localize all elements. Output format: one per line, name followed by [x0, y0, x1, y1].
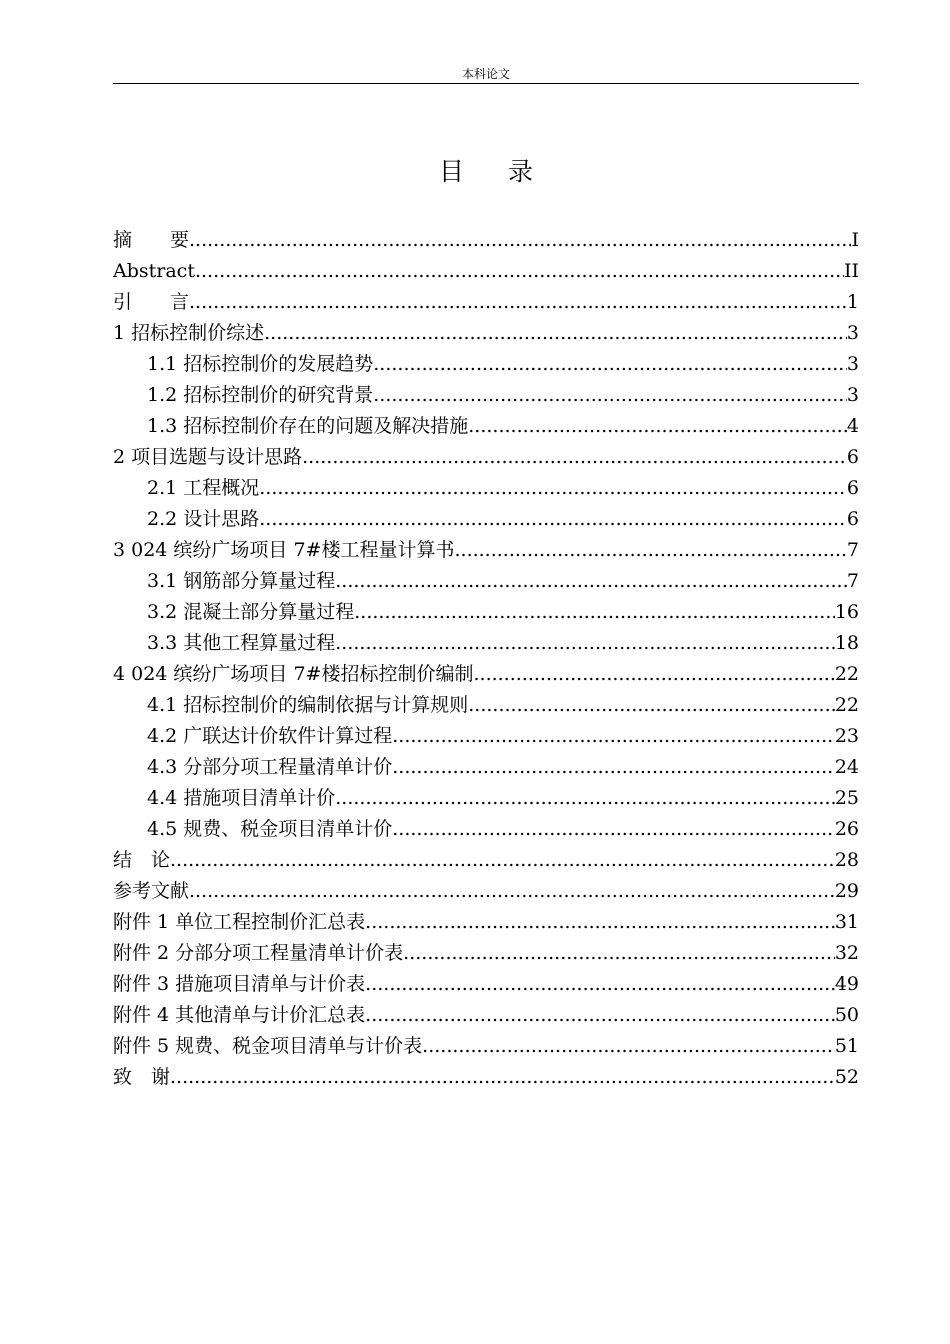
toc-entry[interactable]	[113, 845, 859, 876]
toc-subentry[interactable]	[113, 783, 859, 814]
toc-subentry[interactable]	[113, 721, 859, 752]
toc-entry-label: 1 招标控制价综述	[113, 322, 265, 344]
toc-dot-leader	[259, 473, 847, 504]
toc-entry[interactable]	[113, 1062, 859, 1093]
toc-entry-label: 结 论	[113, 849, 171, 871]
toc-entry-page: 7	[846, 570, 859, 592]
toc-dot-leader	[365, 969, 835, 1000]
toc-subentry[interactable]	[113, 504, 859, 535]
toc-entry[interactable]	[113, 256, 859, 287]
toc-entry-page: 28	[834, 849, 859, 871]
toc-entry-page: I	[851, 229, 859, 251]
toc-dot-leader	[473, 659, 834, 690]
toc-dot-leader	[195, 256, 844, 287]
toc-dot-leader	[373, 380, 847, 411]
toc-entry-label: 附件 1 单位工程控制价汇总表	[113, 911, 366, 933]
toc-dot-leader	[354, 597, 835, 628]
toc-entry-page: 22	[834, 663, 859, 685]
toc-entry-label: 引 言	[113, 291, 190, 313]
toc-entry[interactable]	[113, 938, 859, 969]
table-of-contents	[113, 225, 859, 1093]
toc-dot-leader	[189, 876, 835, 907]
toc-entry-label: 3 024 缤纷广场项目 7#楼工程量计算书	[113, 539, 455, 561]
toc-subentry[interactable]	[113, 752, 859, 783]
toc-entry-page: 24	[834, 756, 859, 778]
toc-subentry[interactable]	[113, 566, 859, 597]
toc-entry[interactable]	[113, 535, 859, 566]
toc-entry-page: 49	[834, 973, 859, 995]
toc-entry-label: 1.3 招标控制价存在的问题及解决措施	[147, 415, 469, 437]
toc-entry-label: 附件 4 其他清单与计价汇总表	[113, 1004, 366, 1026]
toc-subentry[interactable]	[113, 380, 859, 411]
toc-title: 目 录	[439, 157, 551, 186]
toc-entry-page: 6	[846, 508, 859, 530]
toc-dot-leader	[335, 566, 847, 597]
toc-entry-label: 附件 5 规费、税金项目清单与计价表	[113, 1035, 423, 1057]
toc-entry-label: 3.2 混凝土部分算量过程	[147, 601, 355, 623]
header-rule	[113, 83, 859, 84]
toc-dot-leader	[189, 287, 847, 318]
toc-entry[interactable]	[113, 442, 859, 473]
toc-entry-page: 18	[834, 632, 859, 654]
toc-dot-leader	[468, 690, 835, 721]
toc-subentry[interactable]	[113, 411, 859, 442]
toc-dot-leader	[264, 318, 847, 349]
toc-entry-page: 1	[846, 291, 859, 313]
toc-dot-leader	[392, 721, 835, 752]
toc-entry-page: 51	[834, 1035, 859, 1057]
toc-entry[interactable]	[113, 1031, 859, 1062]
toc-entry-label: 1.2 招标控制价的研究背景	[147, 384, 374, 406]
toc-dot-leader	[365, 907, 835, 938]
toc-entry[interactable]	[113, 1000, 859, 1031]
toc-entry-label: 参考文献	[113, 880, 190, 902]
toc-entry[interactable]	[113, 287, 859, 318]
toc-entry[interactable]	[113, 969, 859, 1000]
toc-entry[interactable]	[113, 907, 859, 938]
toc-dot-leader	[335, 783, 835, 814]
toc-entry-label: 4.5 规费、税金项目清单计价	[147, 818, 393, 840]
toc-entry-page: 31	[834, 911, 859, 933]
toc-entry-page: 26	[834, 818, 859, 840]
toc-subentry[interactable]	[113, 628, 859, 659]
toc-entry-page: 6	[846, 446, 859, 468]
toc-dot-leader	[170, 845, 835, 876]
toc-entry-label: 摘 要	[113, 229, 190, 251]
toc-entry-label: 附件 3 措施项目清单与计价表	[113, 973, 366, 995]
toc-dot-leader	[335, 628, 835, 659]
toc-entry-label: 4.3 分部分项工程量清单计价	[147, 756, 393, 778]
toc-subentry[interactable]	[113, 349, 859, 380]
toc-dot-leader	[259, 504, 847, 535]
toc-entry-page: 52	[834, 1066, 859, 1088]
toc-entry-page: 50	[834, 1004, 859, 1026]
toc-entry-page: 32	[834, 942, 859, 964]
toc-dot-leader	[189, 225, 851, 256]
toc-entry-page: 16	[834, 601, 859, 623]
toc-dot-leader	[468, 411, 847, 442]
toc-entry-page: 4	[846, 415, 859, 437]
toc-subentry[interactable]	[113, 597, 859, 628]
toc-dot-leader	[302, 442, 847, 473]
toc-entry-page: 25	[834, 787, 859, 809]
toc-dot-leader	[403, 938, 835, 969]
toc-subentry[interactable]	[113, 814, 859, 845]
toc-entry-page: 3	[846, 384, 859, 406]
toc-entry-page: 22	[834, 694, 859, 716]
toc-subentry[interactable]	[113, 473, 859, 504]
toc-entry-label: 4.4 措施项目清单计价	[147, 787, 336, 809]
toc-entry-page: 3	[846, 353, 859, 375]
toc-entry-page: 7	[846, 539, 859, 561]
toc-entry-page: II	[843, 260, 859, 282]
toc-dot-leader	[454, 535, 846, 566]
toc-entry-page: 3	[846, 322, 859, 344]
toc-entry-label: 3.3 其他工程算量过程	[147, 632, 336, 654]
toc-entry-page: 23	[834, 725, 859, 747]
toc-dot-leader	[422, 1031, 835, 1062]
toc-entry-page: 6	[846, 477, 859, 499]
toc-dot-leader	[392, 814, 835, 845]
toc-entry-label: 2.2 设计思路	[147, 508, 260, 530]
toc-entry-label: 1.1 招标控制价的发展趋势	[147, 353, 374, 375]
toc-entry-label: 4.2 广联达计价软件计算过程	[147, 725, 393, 747]
toc-entry-label: 2 项目选题与设计思路	[113, 446, 303, 468]
toc-entry[interactable]	[113, 318, 859, 349]
running-header: 本科论文	[461, 67, 510, 81]
toc-entry-label: 4 024 缤纷广场项目 7#楼招标控制价编制	[113, 663, 474, 685]
toc-entry-page: 29	[834, 880, 859, 902]
toc-entry-label: 附件 2 分部分项工程量清单计价表	[113, 942, 404, 964]
toc-entry-label: 4.1 招标控制价的编制依据与计算规则	[147, 694, 469, 716]
toc-entry-label: Abstract	[113, 260, 195, 282]
toc-dot-leader	[365, 1000, 835, 1031]
toc-dot-leader	[392, 752, 835, 783]
toc-entry-label: 致 谢	[113, 1066, 171, 1088]
toc-dot-leader	[170, 1062, 835, 1093]
toc-subentry[interactable]	[113, 690, 859, 721]
toc-entry[interactable]	[113, 659, 859, 690]
toc-entry-label: 3.1 钢筋部分算量过程	[147, 570, 336, 592]
toc-entry-label: 2.1 工程概况	[147, 477, 260, 499]
toc-entry[interactable]	[113, 876, 859, 907]
toc-dot-leader	[373, 349, 847, 380]
toc-entry[interactable]	[113, 225, 859, 256]
